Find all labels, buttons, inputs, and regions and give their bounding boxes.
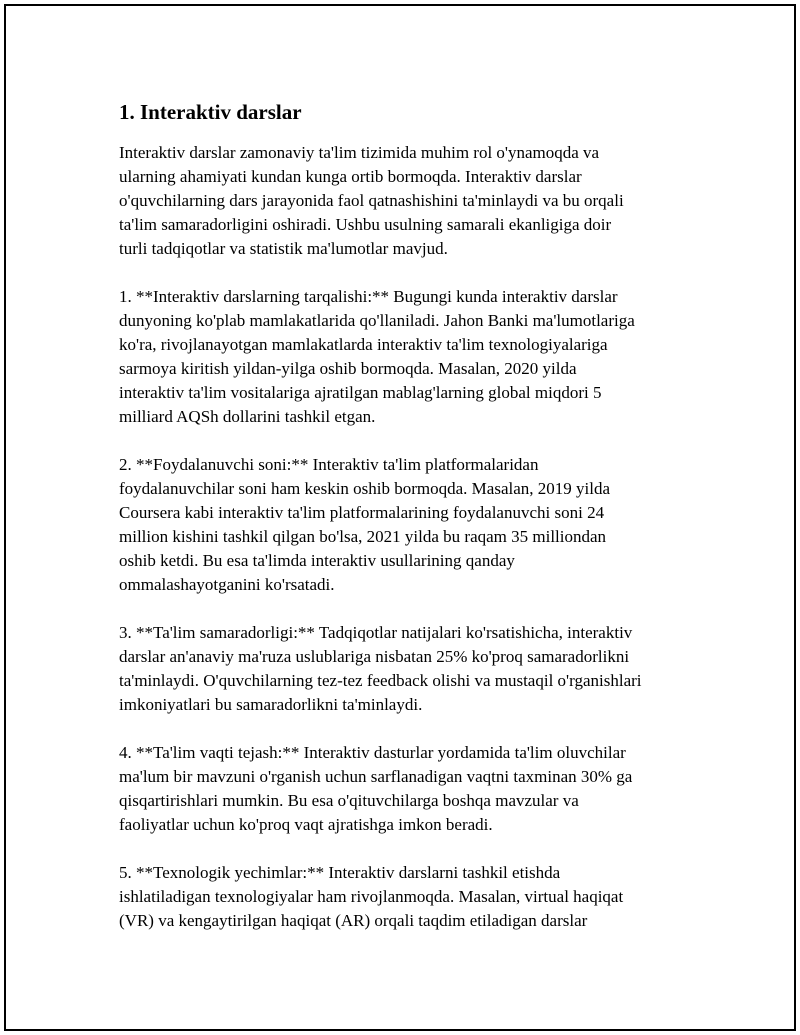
paragraph-item-4: 4. **Ta'lim vaqti tejash:** Interaktiv dasturlar yordamida ta'lim oluvchilar ma'lum bir mavzuni o'rganish uchun sarflanadigan vaqtni taxminan 30% ga qisqartirishlari mumkin. Bu esa o'qituvchilarga boshqa mavzular va faoliyatlar uchun ko'proq vaqt ajratishga imkon beradi. <box>119 743 633 834</box>
paragraph-item-2: 2. **Foydalanuvchi soni:** Interaktiv ta'lim platformalaridan foydalanuvchilar soni ham keskin oshib bormoqda. Masalan, 2019 yilda Coursera kabi interaktiv ta'lim platformalarining foydalanuvchi soni 24 million kishini tashkil qilgan bo'lsa, 2021 yilda bu raqam 35 milliondan oshib ketdi. Bu esa ta'limda interaktiv usullarining qanday ommalashayotganini ko'rsatadi. <box>119 455 611 594</box>
document-page <box>4 4 796 1031</box>
document-body <box>119 99 709 957</box>
paragraph-item-3: 3. **Ta'lim samaradorligi:** Tadqiqotlar natijalari ko'rsatishicha, interaktiv darslar an'anaviy ma'ruza uslublariga nisbatan 25% ko'proq samaradorlikni ta'minlaydi. O'quvchilarning tez-tez feedback olishi va mustaqil o'rganishlari imkoniyatlari bu samaradorlikni ta'minlaydi. <box>119 623 642 714</box>
paragraph-item-5: 5. **Texnologik yechimlar:** Interaktiv darslarni tashkil etishda ishlatiladigan texnologiyalar ham rivojlanmoqda. Masalan, virtual haqiqat (VR) va kengaytirilgan haqiqat (AR) orqali taqdim etiladigan darslar <box>119 863 624 930</box>
section-heading: 1. Interaktiv darslar <box>119 100 302 124</box>
paragraph-item-1: 1. **Interaktiv darslarning tarqalishi:** Bugungi kunda interaktiv darslar dunyoning ko'plab mamlakatlarida qo'llaniladi. Jahon Banki ma'lumotlariga ko'ra, rivojlanayotgan mamlakatlarda interaktiv ta'lim texnologiyalariga sarmoya kiritish yildan-yilga oshib bormoqda. Masalan, 2020 yilda interaktiv ta'lim vositalariga ajratilgan mablag'larning global miqdori 5 milliard AQSh dollarini tashkil etgan. <box>119 287 635 426</box>
intro-paragraph: Interaktiv darslar zamonaviy ta'lim tizimida muhim rol o'ynamoqda va ularning ahamiyati kundan kunga ortib bormoqda. Interaktiv darslar o'quvchilarning dars jarayonida faol qatnashishini ta'minlaydi va bu orqali ta'lim samaradorligini oshiradi. Ushbu usulning samarali ekanligiga doir turli tadqiqotlar va statistik ma'lumotlar mavjud. <box>119 143 624 258</box>
